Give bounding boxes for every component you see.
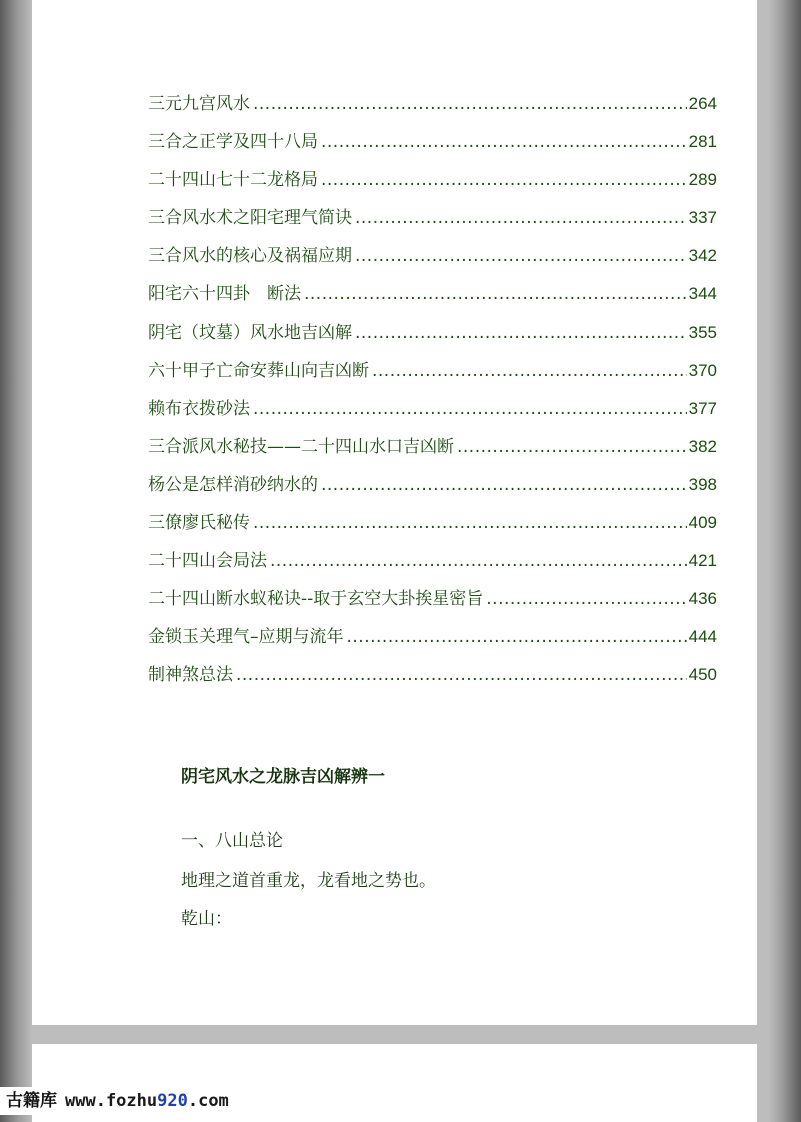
toc-entry-title: 三合派风水秘技——二十四山水口吉凶断 <box>148 436 454 457</box>
toc-dot-leader <box>355 208 687 228</box>
toc-dot-leader <box>347 627 687 647</box>
toc-entry[interactable] <box>148 508 717 546</box>
toc-entry-title: 三合风水术之阳宅理气简诀 <box>148 208 352 229</box>
toc-entry[interactable] <box>148 165 717 203</box>
toc-entry-page: 264 <box>688 94 717 113</box>
chapter-title: 阴宅风水之龙脉吉凶解辨一 <box>181 767 385 787</box>
toc-entry-title: 三元九宫风水 <box>148 94 250 114</box>
watermark-url-prefix: www.fozhu <box>65 1091 158 1111</box>
toc-entry[interactable] <box>148 89 717 127</box>
toc-entry-page: 289 <box>688 170 717 190</box>
toc-entry-page: 421 <box>688 551 717 571</box>
toc-dot-leader <box>321 475 687 495</box>
body-paragraph: 乾山： <box>181 909 232 929</box>
toc-entry-title: 三僚廖氏秘传 <box>148 513 250 534</box>
toc-entry-page: 377 <box>688 398 717 418</box>
toc-entry[interactable] <box>148 584 717 622</box>
body-paragraph: 地理之道首重龙，龙看地之势也。 <box>181 871 436 891</box>
toc-entry-title: 制神煞总法 <box>148 665 233 686</box>
toc-entry[interactable] <box>148 241 717 279</box>
section-heading: 一、八山总论 <box>181 831 283 851</box>
toc-dot-leader <box>321 170 687 190</box>
toc-dot-leader <box>372 361 687 381</box>
toc-entry-title: 阴宅（坟墓）风水地吉凶解 <box>148 322 352 343</box>
toc-entry[interactable] <box>148 279 717 317</box>
toc-entry-page: 398 <box>688 474 717 494</box>
toc-dot-leader <box>304 284 687 304</box>
toc-dot-leader <box>270 551 687 571</box>
toc-entry[interactable] <box>148 127 717 165</box>
toc-entry-title: 金锁玉关理气–应期与流年 <box>148 627 344 648</box>
toc-entry-title: 六十甲子亡命安葬山向吉凶断 <box>148 360 369 381</box>
toc-entry[interactable] <box>148 356 717 394</box>
toc-entry-page: 281 <box>688 132 717 152</box>
toc-dot-leader <box>355 246 687 266</box>
watermark-url-number: 920 <box>157 1091 188 1111</box>
document-page <box>32 0 757 1025</box>
toc-dot-leader <box>253 94 687 114</box>
toc-entry[interactable] <box>148 622 717 660</box>
toc-entry-page: 409 <box>688 513 717 533</box>
toc-entry-page: 370 <box>688 360 717 380</box>
watermark-url-suffix: .com <box>187 1091 229 1111</box>
toc-entry-title: 二十四山断水蚁秘诀--取于玄空大卦挨星密旨 <box>148 589 484 610</box>
toc-entry-title: 二十四山会局法 <box>148 551 267 572</box>
toc-entry-page: 444 <box>688 627 717 647</box>
toc-dot-leader <box>457 437 687 457</box>
table-of-contents <box>148 89 717 699</box>
toc-entry-page: 436 <box>688 589 717 609</box>
toc-entry[interactable] <box>148 394 717 432</box>
toc-entry-title: 三合风水的核心及祸福应期 <box>148 246 352 267</box>
toc-entry[interactable] <box>148 546 717 584</box>
toc-dot-leader <box>253 399 687 419</box>
toc-entry-page: 382 <box>688 436 717 456</box>
toc-entry-page: 337 <box>688 208 717 228</box>
toc-entry[interactable] <box>148 660 717 698</box>
toc-dot-leader <box>321 132 687 152</box>
toc-entry[interactable] <box>148 432 717 470</box>
toc-entry-title: 二十四山七十二龙格局 <box>148 170 318 191</box>
toc-dot-leader <box>236 665 687 685</box>
toc-entry-page: 355 <box>688 322 717 342</box>
watermark-site-name: 古籍库 <box>6 1091 57 1111</box>
toc-entry-page: 344 <box>688 284 717 304</box>
toc-entry-page: 342 <box>688 246 717 266</box>
site-watermark <box>0 1087 231 1115</box>
toc-dot-leader <box>486 589 686 609</box>
toc-entry[interactable] <box>148 318 717 356</box>
toc-entry-page: 450 <box>688 665 717 685</box>
toc-dot-leader <box>253 513 687 533</box>
toc-dot-leader <box>355 323 687 343</box>
toc-entry[interactable] <box>148 470 717 508</box>
toc-entry-title: 阳宅六十四卦 断法 <box>148 284 301 305</box>
toc-entry[interactable] <box>148 203 717 241</box>
toc-entry-title: 杨公是怎样消砂纳水的 <box>148 474 318 495</box>
toc-entry-title: 赖布衣拨砂法 <box>148 398 250 419</box>
toc-entry-title: 三合之正学及四十八局 <box>148 132 318 153</box>
